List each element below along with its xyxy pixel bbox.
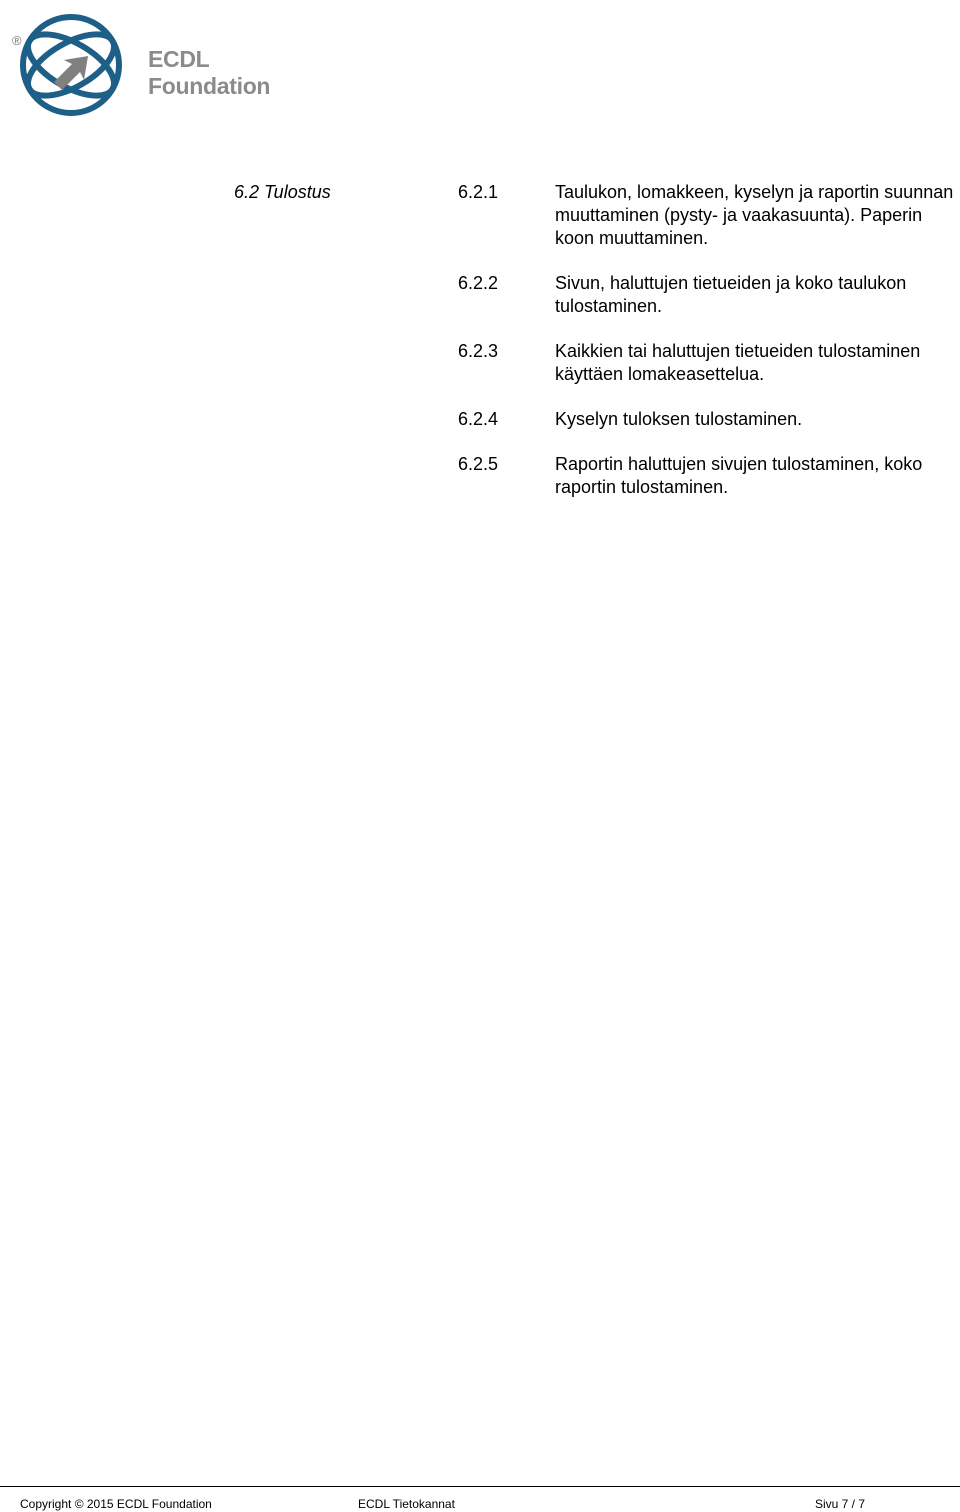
- item-text: Kaikkien tai haluttujen tietueiden tulostaminen käyttäen lomakeasettelua.: [555, 341, 921, 384]
- list-item: [458, 340, 958, 386]
- footer-copyright: Copyright © 2015 ECDL Foundation: [20, 1497, 212, 1511]
- logo-wordmark: [148, 46, 270, 100]
- item-text: Raportin haluttujen sivujen tulostaminen, koko raportin tulostaminen.: [555, 454, 923, 497]
- registered-mark: ®: [12, 33, 22, 48]
- footer-page-number: Sivu 7 / 7: [815, 1497, 866, 1511]
- item-number: 6.2.4: [458, 409, 499, 429]
- logo-line-ecdl: ECDL: [148, 46, 210, 72]
- footer-document-title: ECDL Tietokannat: [358, 1497, 455, 1511]
- item-text: Taulukon, lomakkeen, kyselyn ja raportin suunnan muuttaminen (pysty- ja vaakasuunta). Paperin koon muuttaminen.: [555, 182, 954, 248]
- list-item: [458, 408, 958, 431]
- section-title: 6.2 Tulostus: [234, 182, 331, 202]
- list-item: [458, 453, 958, 499]
- syllabus-item-list: [458, 181, 958, 521]
- page-footer: [0, 1486, 960, 1512]
- globe-arrow-icon: [6, 10, 130, 122]
- ecdl-logo: [6, 10, 276, 122]
- item-text: Sivun, haluttujen tietueiden ja koko taulukon tulostaminen.: [555, 273, 907, 316]
- item-number: 6.2.2: [458, 273, 499, 293]
- item-number: 6.2.5: [458, 454, 499, 474]
- list-item: [458, 181, 958, 250]
- item-number: 6.2.3: [458, 341, 499, 361]
- item-text: Kyselyn tuloksen tulostaminen.: [555, 409, 803, 429]
- list-item: [458, 272, 958, 318]
- logo-line-foundation: Foundation: [148, 73, 271, 99]
- item-number: 6.2.1: [458, 182, 499, 202]
